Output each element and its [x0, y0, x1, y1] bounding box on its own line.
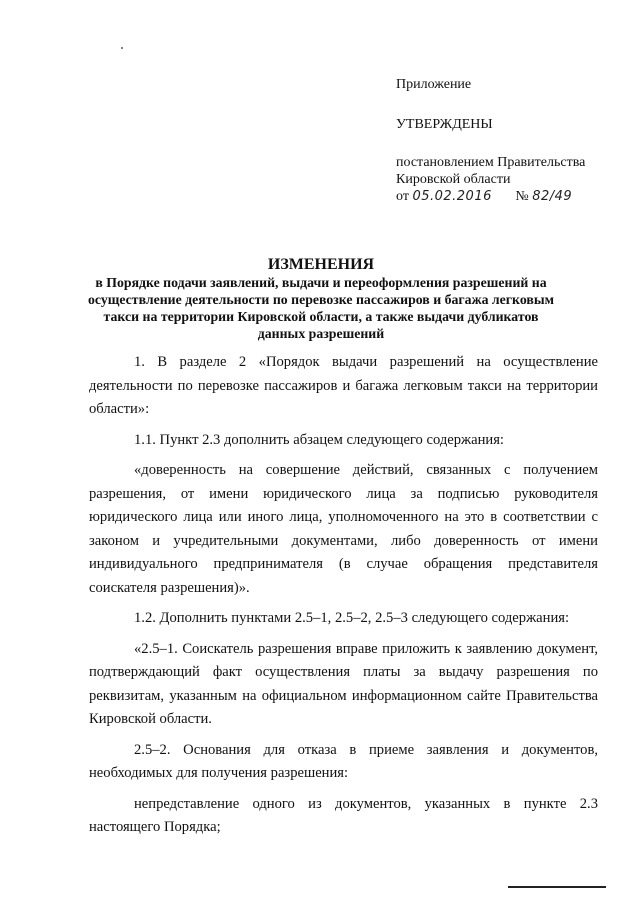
- paragraph-2-5-1: «2.5–1. Соискатель разрешения вправе приложить к заявлению документ, подтверждающий факт осуществления платы за выдачу разрешения по реквизитам, указанным на официальном информационном сайте Правительства Кировской области.: [89, 640, 598, 727]
- paragraph-1-1: 1.1. Пункт 2.3 дополнить абзацем следующего содержания:: [134, 431, 504, 448]
- paragraph-2-5-2: 2.5–2. Основания для отказа в приеме заявления и документов, необходимых для получения разрешения:: [89, 741, 598, 781]
- decree-line-1: постановлением Правительства: [396, 155, 586, 170]
- date-prefix: от: [396, 189, 409, 204]
- decree-line-2: Кировской области: [396, 172, 511, 187]
- decree-reference: [396, 154, 626, 205]
- handwritten-number: 82/49: [532, 189, 573, 204]
- scan-speck: [121, 47, 123, 49]
- document-body: [89, 351, 598, 846]
- appendix-label: Приложение: [396, 77, 472, 92]
- paragraph-quote-power-of-attorney: «доверенность на совершение действий, связанных с получением разрешения, от имени юридического лица за подписью руководителя юридического лица или иного лица, уполномоченного на это в соответствии с законом и учредительными документами, либо доверенность от имени индивидуального предпринимателя (в случае обращения представителя соискателя разрешения)».: [89, 462, 598, 596]
- handwritten-date: 05.02.2016: [412, 189, 492, 204]
- approval-block: [396, 76, 626, 205]
- document-subtitle: в Порядке подачи заявлений, выдачи и переоформления разрешений на осуществление деятельности по перевозке пассажиров и багажа легковым такси на территории Кировской области, а также выдачи дубликатов данных разрешений: [87, 275, 554, 341]
- document-heading: [86, 255, 556, 342]
- paragraph-non-submission: непредставление одного из документов, указанных в пункте 2.3 настоящего Порядка;: [89, 795, 598, 835]
- paragraph-1: 1. В разделе 2 «Порядок выдачи разрешений на осуществление деятельности по перевозке пассажиров и багажа легковым такси на территории области»:: [89, 354, 598, 417]
- footer-rule: [508, 886, 606, 888]
- approved-label: УТВЕРЖДЕНЫ: [396, 117, 493, 132]
- document-title: ИЗМЕНЕНИЯ: [267, 256, 375, 273]
- number-prefix: №: [515, 189, 529, 204]
- paragraph-1-2: 1.2. Дополнить пунктами 2.5–1, 2.5–2, 2.5–3 следующего содержания:: [134, 610, 570, 626]
